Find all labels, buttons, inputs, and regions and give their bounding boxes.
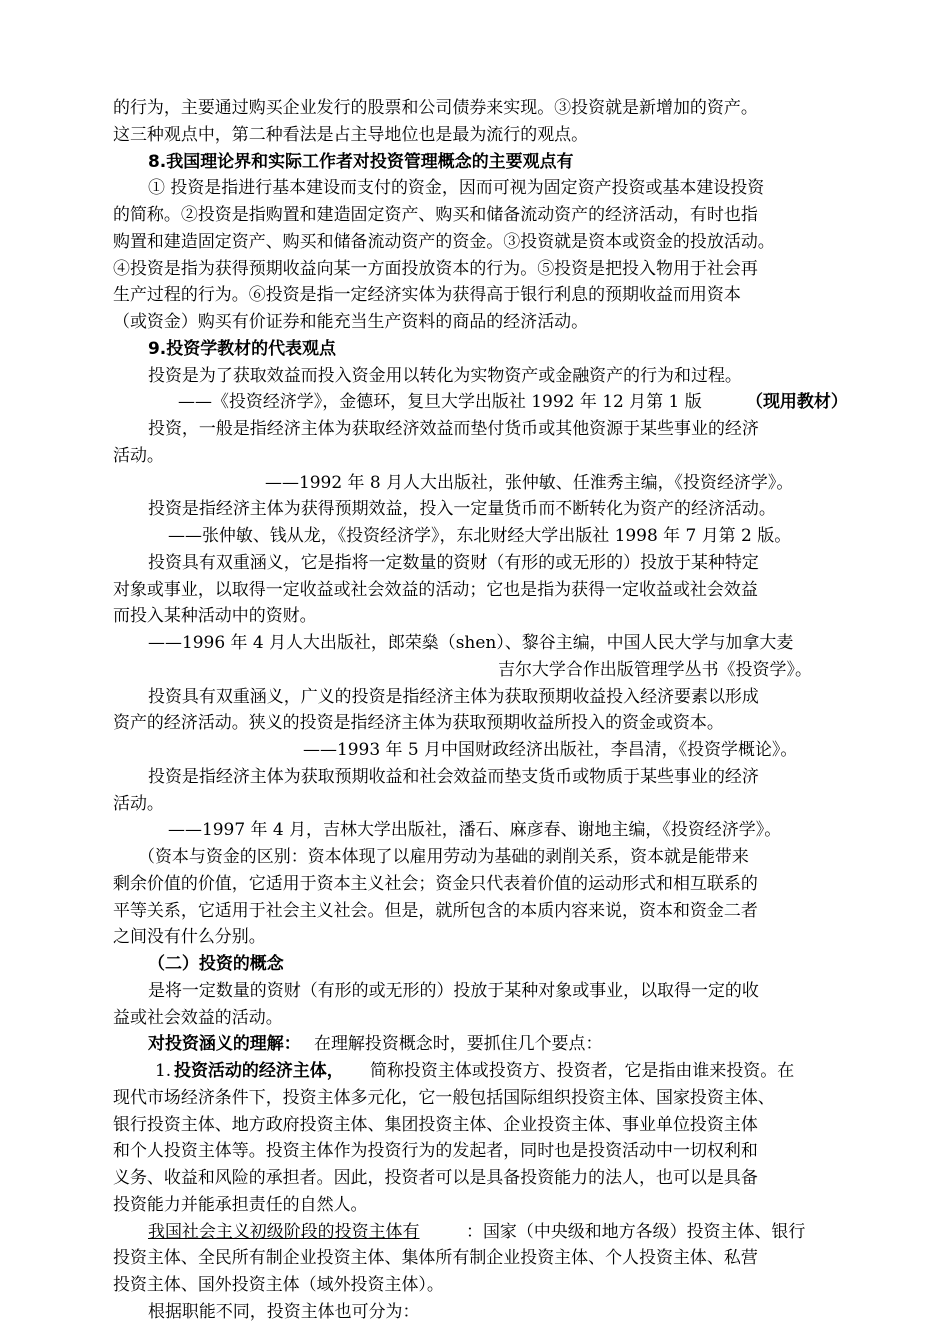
paragraph-line: 是将一定数量的资财（有形的或无形的）投放于某种对象或事业，以取得一定的收 xyxy=(148,980,759,1001)
paragraph-line: 平等关系，它适用于社会主义社会。但是，就所包含的本质内容来说，资本和资金二者 xyxy=(113,900,758,921)
paragraph-line: （或资金）购买有价证券和能充当生产资料的商品的经济活动。 xyxy=(113,312,589,333)
paragraph-line: 资产的经济活动。狭义的投资是指经济主体为获取预期收益所投入的资金或资本。 xyxy=(113,713,724,734)
paragraph-line: 生产过程的行为。⑥投资是指一定经济实体为获得高于银行利息的预期收益而用资本 xyxy=(113,285,741,306)
paragraph-line: ：国家（中央级和地方各级）投资主体、银行 xyxy=(466,1221,806,1242)
paragraph-line: 投资主体、全民所有制企业投资主体、集体所有制企业投资主体、个人投资主体、私营 xyxy=(113,1248,758,1269)
paragraph-line: 投资是为了获取效益而投入资金用以转化为实物资产或金融资产的行为和过程。 xyxy=(148,365,742,386)
underlined-phrase: 我国社会主义初级阶段的投资主体有 xyxy=(148,1221,420,1242)
paragraph-line: 投资具有双重涵义，它是指将一定数量的资财（有形的或无形的）投放于某种特定 xyxy=(148,552,759,573)
paragraph-line: 简称投资主体或投资方、投资者，它是指由谁来投资。在 xyxy=(370,1061,795,1082)
paragraph-line: 购置和建造固定资产、购买和储备流动资产的资金。③投资就是资本或资金的投放活动。 xyxy=(113,231,775,252)
citation-line: ——张仲敏、钱从龙，《投资经济学》，东北财经大学出版社 1998 年 7 月第 2 版。 xyxy=(168,526,792,547)
paragraph-line: 这三种观点中，第二种看法是占主导地位也是最为流行的观点。 xyxy=(113,124,589,145)
citation-line: ——《投资经济学》，金德环，复旦大学出版社 1992 年 12 月第 1 版 xyxy=(178,392,702,413)
paragraph-line: ④投资是指为获得预期收益向某一方面投放资本的行为。⑤投资是把投入物用于社会再 xyxy=(113,258,758,279)
paragraph-line: 的简称。②投资是指购置和建造固定资产、购买和储备流动资产的经济活动，有时也指 xyxy=(113,205,758,226)
section-heading: 9.投资学教材的代表观点 xyxy=(148,338,336,359)
paragraph-line: 投资，一般是指经济主体为获取经济效益而垫付货币或其他资源于某些事业的经济 xyxy=(148,419,759,440)
paragraph-line: 投资是指经济主体为获取预期收益和社会效益而垫支货币或物质于某些事业的经济 xyxy=(148,766,759,787)
paragraph-line: 根据职能不同，投资主体也可分为： xyxy=(148,1302,420,1322)
paragraph-line: 对象或事业，以取得一定收益或社会效益的活动；它也是指为获得一定收益或社会效益 xyxy=(113,579,758,600)
paragraph-line: 活动。 xyxy=(113,793,164,814)
citation-line: ——1996 年 4 月人大出版社，郎荣燊（shen）、黎谷主编，中国人民大学与加拿大麦 xyxy=(148,633,794,654)
paragraph-line: 而投入某种活动中的资财。 xyxy=(113,606,317,627)
paragraph-line: 投资能力并能承担责任的自然人。 xyxy=(113,1194,368,1215)
paragraph-line: 投资主体、国外投资主体（域外投资主体）。 xyxy=(113,1275,444,1296)
paragraph-line: （资本与资金的区别：资本体现了以雇用劳动为基础的剥削关系，资本就是能带来 xyxy=(138,847,749,868)
paragraph-line: 投资具有双重涵义，广义的投资是指经济主体为获取预期收益投入经济要素以形成 xyxy=(148,686,759,707)
paragraph-line: 活动。 xyxy=(113,445,164,466)
paragraph-line: 益或社会效益的活动。 xyxy=(113,1007,283,1028)
section-heading: 8.我国理论界和实际工作者对投资管理概念的主要观点有 xyxy=(148,151,574,172)
section-heading: （二）投资的概念 xyxy=(148,954,284,975)
citation-line: ——1993 年 5 月中国财政经济出版社，李昌清，《投资学概论》。 xyxy=(303,740,798,761)
paragraph-line: 现代市场经济条件下，投资主体多元化，它一般包括国际组织投资主体、国家投资主体、 xyxy=(113,1087,775,1108)
paragraph-line: 之间没有什么分别。 xyxy=(113,927,266,948)
bold-lead-in: 投资活动的经济主体， xyxy=(174,1061,344,1082)
paragraph-line: 剩余价值的价值，它适用于资本主义社会；资金只代表着价值的运动形式和相互联系的 xyxy=(113,873,758,894)
citation-note: （现用教材） xyxy=(746,392,848,413)
citation-line: ——1997 年 4 月，吉林大学出版社，潘石、麻彦春、谢地主编，《投资经济学》。 xyxy=(168,820,782,841)
paragraph-line: ① 投资是指进行基本建设而支付的资金，因而可视为固定资产投资或基本建设投资 xyxy=(148,178,765,199)
citation-line: 吉尔大学合作出版管理学丛书《投资学》。 xyxy=(498,659,812,680)
paragraph-line: 的行为，主要通过购买企业发行的股票和公司债券来实现。③投资就是新增加的资产。 xyxy=(113,98,758,118)
bold-lead-in: 对投资涵义的理解： xyxy=(148,1034,301,1055)
paragraph-line: 银行投资主体、地方政府投资主体、集团投资主体、企业投资主体、事业单位投资主体 xyxy=(113,1114,758,1135)
list-number: 1. xyxy=(155,1061,172,1082)
paragraph-line: 义务、收益和风险的承担者。因此，投资者可以是具备投资能力的法人，也可以是具备 xyxy=(113,1168,758,1189)
paragraph-line: 投资是指经济主体为获得预期效益，投入一定量货币而不断转化为资产的经济活动。 xyxy=(148,499,776,520)
paragraph-line: 和个人投资主体等。投资主体作为投资行为的发起者，同时也是投资活动中一切权利和 xyxy=(113,1141,758,1162)
paragraph-line: 在理解投资概念时，要抓住几个要点： xyxy=(314,1034,603,1055)
citation-line: ——1992 年 8 月人大出版社，张仲敏、任淮秀主编，《投资经济学》。 xyxy=(265,472,794,493)
